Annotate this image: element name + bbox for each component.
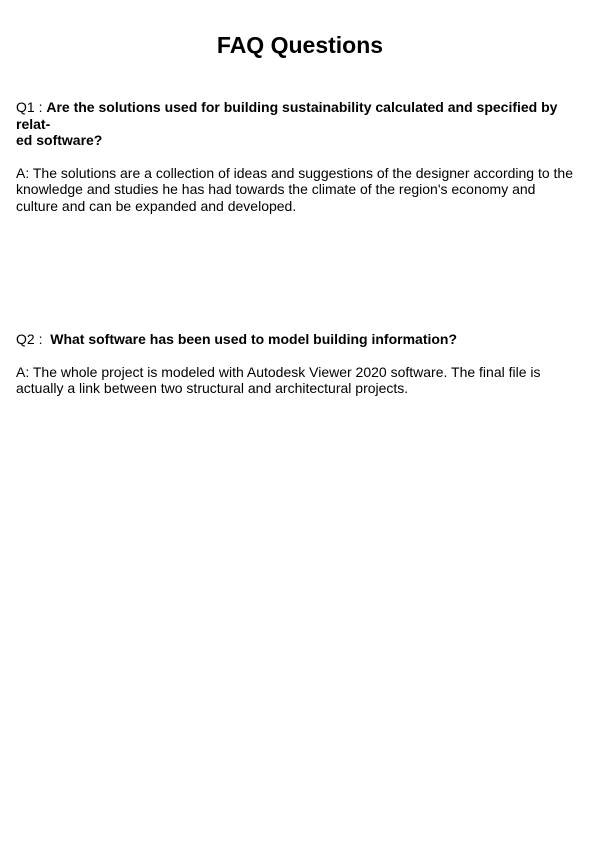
faq-answer-q2: A: The whole project is modeled with Autodesk Viewer 2020 software. The final file is actually a link between two structural and architectural projects. — [16, 363, 541, 396]
question-text: What software has been used to model building information? — [50, 331, 458, 347]
page-title: FAQ Questions — [216, 32, 384, 58]
faq-item-q1 — [16, 99, 580, 214]
faq-question-q2 — [16, 331, 580, 348]
faq-item-q2 — [16, 331, 580, 397]
faq-answer-q1: A: The solutions are a collection of ideas and suggestions of the designer according to the knowledge and studies he has had towards the climate of the region's economy and culture and can be expanded and developed. — [16, 164, 573, 214]
question-label: Q2 : — [16, 331, 51, 347]
faq-question-q1 — [16, 99, 580, 149]
question-text-line1: Are the solutions used for building sustainability calculated and specified by relat- — [16, 99, 558, 132]
question-label: Q1 : — [16, 99, 47, 115]
question-text-line2: ed software? — [16, 132, 103, 148]
